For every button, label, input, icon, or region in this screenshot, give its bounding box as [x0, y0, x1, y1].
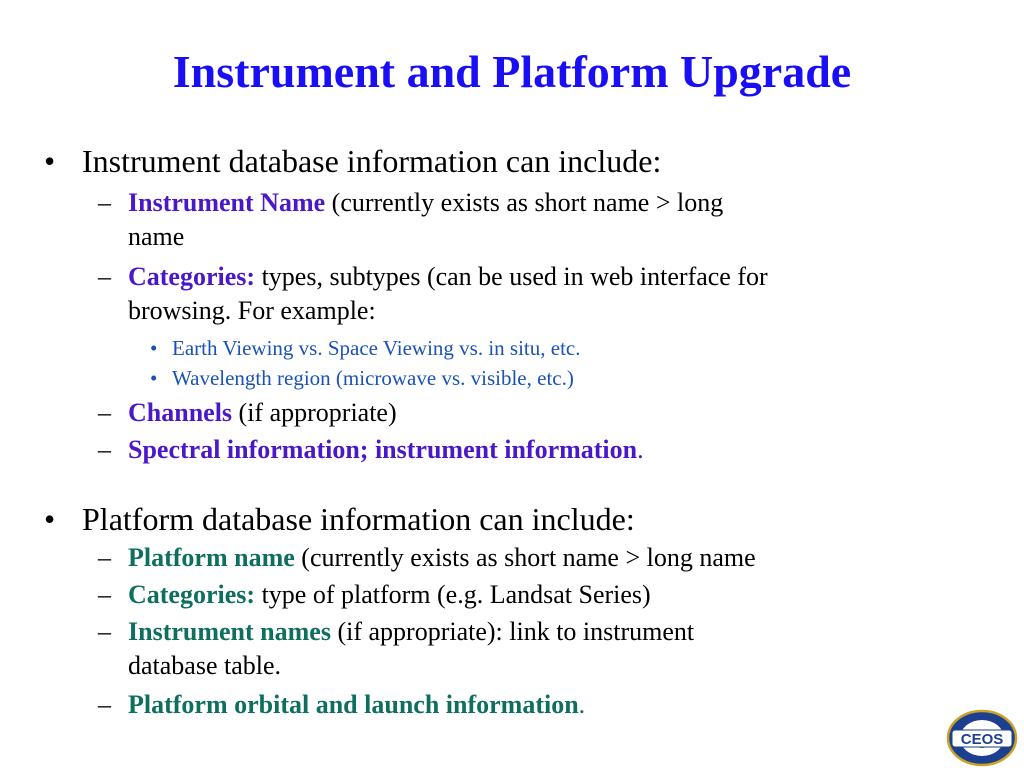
- dash-marker: –: [98, 543, 111, 572]
- platform-name-keyword: Platform name: [128, 543, 295, 572]
- instrument-names-keyword: Instrument names: [128, 617, 331, 646]
- small-bullet-marker: •: [150, 366, 158, 390]
- dash-marker: –: [98, 435, 111, 464]
- channels-item: [98, 396, 397, 430]
- orbital-item: [98, 688, 586, 722]
- channels-desc: (if appropriate): [232, 398, 397, 427]
- example-text-2: Wavelength region (microwave vs. visible, etc.): [172, 366, 574, 390]
- instrument-heading: [44, 142, 662, 180]
- instrument-names-desc: (if appropriate): link to instrument: [330, 617, 695, 646]
- spectral-keyword: Spectral information; instrument information: [128, 435, 638, 464]
- platform-heading-text: Platform database information can include:: [82, 501, 635, 537]
- example-text-1: Earth Viewing vs. Space Viewing vs. in situ, etc.: [172, 336, 581, 360]
- dash-marker: –: [98, 398, 111, 427]
- instrument-names-item: [98, 615, 695, 683]
- channels-keyword: Channels: [128, 398, 233, 427]
- instrument-categories-desc: types, subtypes (can be used in web interface for: [255, 262, 768, 291]
- dash-marker: –: [98, 580, 111, 609]
- platform-name-item: [98, 541, 756, 575]
- orbital-keyword: Platform orbital and launch information: [128, 690, 579, 719]
- dash-marker: –: [98, 690, 111, 719]
- instrument-name-keyword: Instrument Name: [128, 188, 326, 217]
- instrument-name-item: [98, 186, 724, 254]
- ceos-logo: [946, 709, 1018, 767]
- instrument-categories-item: [98, 260, 768, 328]
- ceos-logo-text: CEOS: [960, 731, 1004, 748]
- spectral-period: .: [637, 435, 644, 464]
- dash-marker: –: [98, 262, 111, 291]
- instrument-categories-keyword: Categories:: [128, 262, 256, 291]
- platform-name-desc: (currently exists as short name > long name: [294, 543, 756, 572]
- page-title: Instrument and Platform Upgrade: [172, 46, 852, 97]
- instrument-name-desc-cont: name: [128, 222, 185, 251]
- bullet-marker: •: [44, 501, 56, 537]
- spectral-item: [98, 433, 644, 467]
- dash-marker: –: [98, 617, 111, 646]
- platform-categories-item: [98, 578, 651, 612]
- instrument-heading-text: Instrument database information can include:: [82, 143, 662, 179]
- instrument-categories-desc-cont: browsing. For example:: [128, 296, 376, 325]
- dash-marker: –: [98, 188, 111, 217]
- example-item-2: [150, 364, 574, 392]
- platform-categories-desc: type of platform (e.g. Landsat Series): [255, 580, 651, 609]
- small-bullet-marker: •: [150, 336, 158, 360]
- example-item-1: [150, 334, 581, 362]
- instrument-names-desc-cont: database table.: [128, 651, 282, 680]
- platform-categories-keyword: Categories:: [128, 580, 256, 609]
- instrument-name-desc: (currently exists as short name > long: [325, 188, 724, 217]
- bullet-marker: •: [44, 143, 56, 179]
- orbital-period: .: [578, 690, 586, 719]
- platform-heading: [44, 500, 635, 538]
